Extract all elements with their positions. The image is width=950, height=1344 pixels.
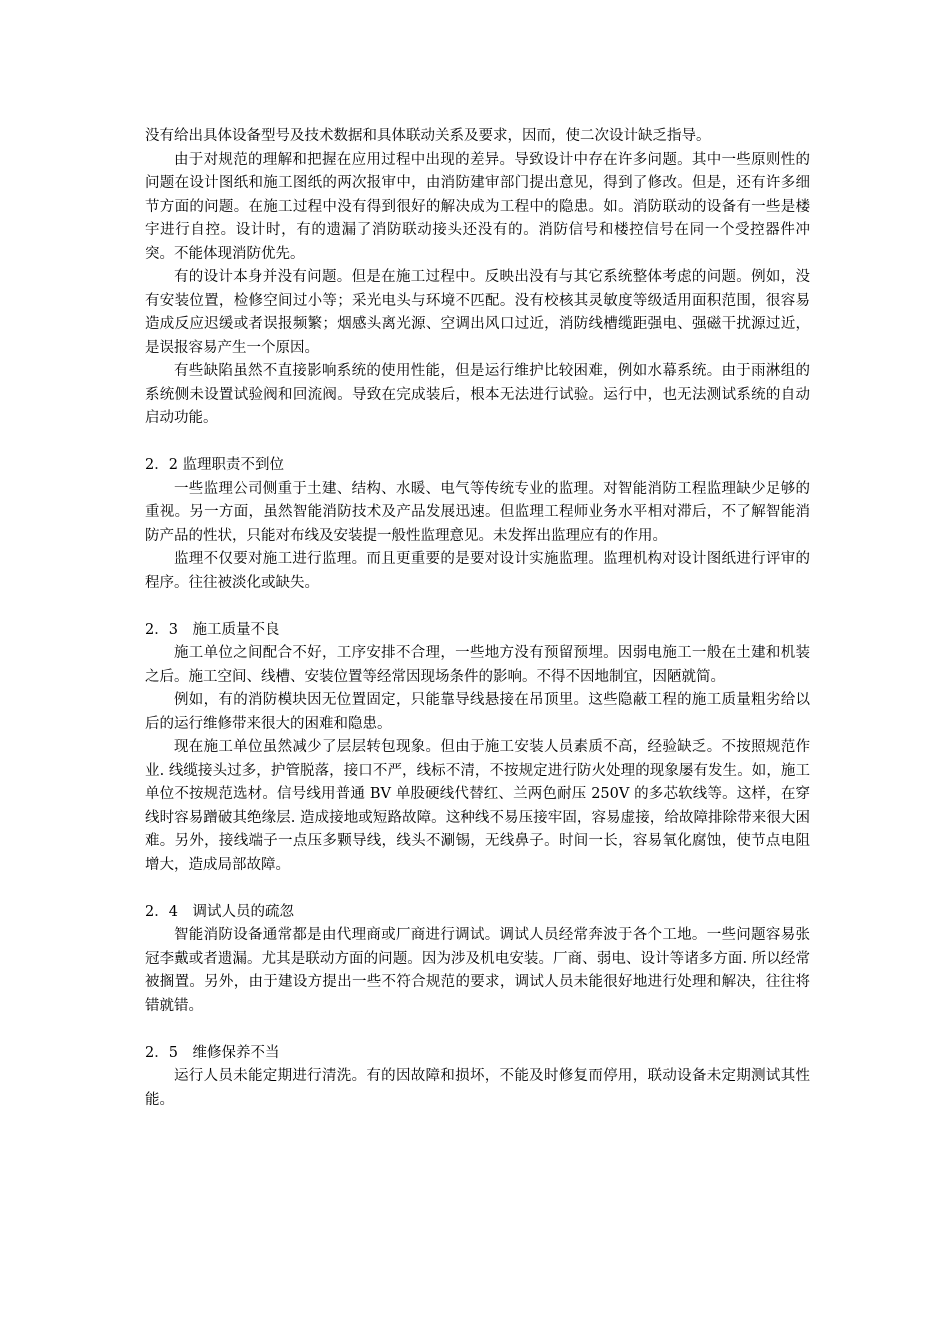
section-heading: 2．5 维修保养不当 (145, 1044, 280, 1061)
paragraph: 没有给出具体设备型号及技术数据和具体联动关系及要求，因而，使二次设计缺乏指导。 (145, 128, 711, 144)
paragraph: 监理不仅要对施工进行监理。而且更重要的是要对设计实施监理。监理机构对设计图纸进行评审的程序。往往被淡化或缺失。 (145, 551, 810, 591)
paragraph: 由于对规范的理解和把握在应用过程中出现的差异。导致设计中存在许多问题。其中一些原则性的问题在设计图纸和施工图纸的两次报审中，由消防建审部门提出意见，得到了修改。但是，还有许多细节方面的问题。在施工过程中没有得到很好的解决成为工程中的隐患。如。消防联动的设备有一些是楼宇进行自控。设计时，有的遗漏了消防联动接头还没有的。消防信号和楼控信号在同一个受控器件冲突。不能体现消防优先。 (145, 151, 810, 262)
section-2-2 (145, 454, 810, 595)
paragraph: 智能消防设备通常都是由代理商或厂商进行调试。调试人员经常奔波于各个工地。一些问题容易张冠李戴或者遗漏。尤其是联动方面的问题。因为涉及机电安装。厂商、弱电、设计等诸多方面. 所以经常被搁置。另外，由于建设方提出一些不符合规范的要求，调试人员未能很好地进行处理和解决，往往将错就错。 (145, 927, 810, 1014)
paragraph: 现在施工单位虽然减少了层层转包现象。但由于施工安装人员素质不高，经验缺乏。不按照规范作业. 线缆接头过多，护管脱落，接口不严，线标不清，不按规定进行防火处理的现象屡有发生。如，施工单位不按规范选材。信号线用普通 BV 单股硬线代替红、兰两色耐压 250V 的多芯软线等。这样，在穿线时容易蹭破其绝缘层. 造成接地或短路故障。这种线不易压接牢固，容易虚接，给故障排除带来很大困难。另外，接线端子一点压多颗导线，线头不涮锡，无线鼻子。时间一长，容易氧化腐蚀，使节点电阻增大，造成局部故障。 (145, 739, 810, 873)
paragraph: 施工单位之间配合不好，工序安排不合理，一些地方没有预留预埋。因弱电施工一般在土建和机装之后。施工空间、线槽、安装位置等经常因现场条件的影响。不得不因地制宜，因陋就简。 (145, 645, 810, 685)
section-heading: 2．3 施工质量不良 (145, 621, 280, 638)
paragraph: 运行人员未能定期进行清洗。有的因故障和损坏，不能及时修复而停用，联动设备未定期测试其性能。 (145, 1068, 810, 1108)
section-heading: 2．4 调试人员的疏忽 (145, 903, 294, 920)
paragraph: 例如，有的消防模块因无位置固定，只能靠导线悬接在吊顶里。这些隐蔽工程的施工质量粗劣给以后的运行维修带来很大的困难和隐患。 (145, 692, 810, 732)
paragraph: 一些监理公司侧重于土建、结构、水暖、电气等传统专业的监理。对智能消防工程监理缺少足够的重视。另一方面，虽然智能消防技术及产品发展迅速。但监理工程师业务水平相对滞后，不了解智能消防产品的性状，只能对布线及安装提一般性监理意见。未发挥出监理应有的作用。 (145, 480, 810, 544)
section-2-3 (145, 619, 810, 878)
section-2-5 (145, 1042, 810, 1113)
paragraph: 有些缺陷虽然不直接影响系统的使用性能，但是运行维护比较困难，例如水幕系统。由于雨淋组的系统侧未设置试验阀和回流阀。导致在完成装后，根本无法进行试验。运行中，也无法测试系统的自动启动功能。 (145, 363, 810, 426)
section-heading: 2．2 监理职责不到位 (145, 457, 285, 473)
document-page (145, 125, 810, 1112)
section-2-4 (145, 901, 810, 1019)
section-2-1-continuation (145, 125, 810, 431)
paragraph: 有的设计本身并没有问题。但是在施工过程中。反映出没有与其它系统整体考虑的问题。例如，没有安装位置，检修空间过小等；采光电头与环境不匹配。没有校核其灵敏度等级适用面积范围，很容易造成反应迟缓或者误报频繁；烟感头离光源、空调出风口过近，消防线槽缆距强电、强磁干扰源过近，是误报容易产生一个原因。 (145, 269, 810, 356)
